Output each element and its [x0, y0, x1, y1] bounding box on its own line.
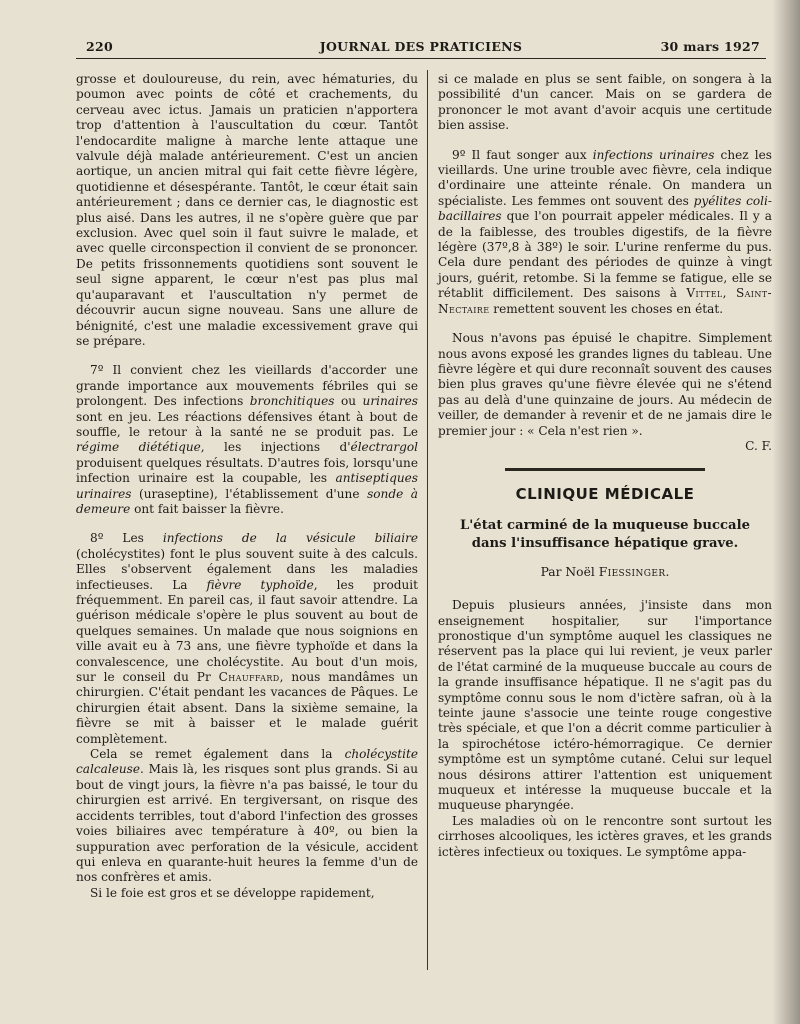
byline: Par Noël Fiessinger.: [540, 564, 670, 579]
article-title: L'état carminé de la muqueuse buccale dans l'insuffisance hépatique grave.: [460, 517, 750, 551]
paragraph-conclusion: Nous n'avons pas épuisé le chapitre. Simplement nous avons exposé les grandes lignes du tableau. Une fièvre légère et qui dure reconnaît souvent des causes bien plus graves qu'une fièvre élevée qui ne s'étend pas au delà d'une quinzaine de jours. Au médecin de veiller, de demander à revenir et de ne jamais dire le premier jour : « Cela n'est rien ».: [438, 331, 772, 438]
left-column: [76, 72, 418, 972]
paragraph-item-8: 8º Les infections de la vésicule biliaire (cholécystites) font le plus souvent suite à des calculs. Elles s'observent également dans les maladies infectieuses. La fièvre typhoïde, les produit fréquemment. En pareil cas, il faut savoir attendre. La guérison médicale s'opère le plus souvent au bout de quelques semaines. Un malade que nous soignions en ville avait eu à 73 ans, une fièvre typhoïde et dans la convalescence, une cholécystite. Au bout d'un mois, sur le conseil du Pr Chauffard, nous mandâmes un chirurgien. C'était pendant les vacances de Pâques. Le chirurgien était absent. Dans la sixième semaine, la fièvre se mit à baisser et le malade guérit complètement.: [76, 531, 419, 746]
right-column: [438, 72, 772, 972]
paragraph: grosse et douloureuse, du rein, avec hématuries, du poumon avec points de côté et crachements, du cerveau avec ictus. Jamais un praticien n'apportera trop d'attention à l'auscultation du cœur. Tantôt l'endocardite maligne à marche lente attaque une valvule déjà malade antérieurement. C'est un ancien aortique, un ancien mitral qui fait cette fièvre légère, quotidienne et désespérante. Tantôt, le cœur était sain antérieurement ; dans ce dernier cas, le diagnostic est plus aisé. Dans les autres, il ne s'opère guère que par exclusion. Avec quel soin il faut suivre le malade, et avec quelle circonspection il convient de se prononcer. De petits frissonnements quotidiens sont souvent le seul signe apparent, le cœur n'est pas plus mal qu'auparavant et l'auscultation n'y permet de découvrir aucun signe nouveau. Sans une allure de bénignité, c'est une maladie excessivement grave qui se prépare.: [76, 72, 418, 348]
paragraph: Cela se remet également dans la cholécystite calcaleuse. Mais là, les risques sont plus grands. Si au bout de vingt jours, la fièvre n'a pas baissé, le tour du chirurgien est arrivé. En tergiversant, on risque des accidents terribles, tout d'abord l'infection des grosses voies biliaires avec température à 40º, ou bien la suppuration avec perforation de la vésicule, accident qui enleva en quarante-huit heures la femme d'un de nos confrères et amis.: [76, 747, 418, 885]
paragraph: Si le foie est gros et se développe rapidement,: [90, 885, 375, 900]
paragraph-item-9: 9º Il faut songer aux infections urinaires chez les vieillards. Une urine trouble avec fièvre, cela indique d'ordinaire une atteinte rénale. On mandera un spécialiste. Les femmes ont souvent des pyélites coli-bacillaires que l'on pourrait appeler médicales. Il y a de la faiblesse, des troubles digestifs, de la fièvre légère (37º,8 à 38º) le soir. L'urine renferme du pus. Cela dure pendant des périodes de quinze à vingt jours, guérit, retombe. Si la femme se fatigue, elle se rétablit difficilement. Des saisons à Vittel, Saint-Nectaire remettent souvent les choses en état.: [438, 147, 772, 316]
journal-title: JOURNAL DES PRATICIENS: [319, 39, 523, 54]
binding-shadow: [772, 0, 800, 1024]
paragraph: si ce malade en plus se sent faible, on songera à la possibilité d'un cancer. Mais on se gardera de prononcer le mot avant d'avoir acquis une certitude bien assise.: [438, 72, 772, 133]
author-signature: C. F.: [745, 438, 772, 453]
paragraph-item-7: 7º Il convient chez les vieillards d'accorder une grande importance aux mouvements fébriles qui se prolongent. Des infections bronchitiques ou urinaires sont en jeu. Les réactions défensives étant à bout de souffle, le retour à la santé ne se produit pas. Le régime diététique, les injections d'électrargol produisent quelques résultats. D'autres fois, lorsqu'une infection urinaire est la coupable, les antiseptiques urinaires (uraseptine), l'établissement d'une sonde à demeure ont fait baisser la fièvre.: [76, 363, 419, 516]
paragraph: Les maladies où on le rencontre sont surtout les cirrhoses alcooliques, les ictères graves, et les grands ictères infectieux ou toxiques. Le symptôme appa-: [438, 813, 772, 859]
running-header: [76, 36, 766, 59]
column-divider: [427, 70, 428, 970]
section-rule: [505, 468, 705, 471]
page-number: 220: [86, 39, 113, 54]
section-heading: CLINIQUE MÉDICALE: [515, 485, 695, 504]
issue-date: 30 mars 1927: [660, 39, 760, 54]
paragraph: Depuis plusieurs années, j'insiste dans mon enseignement hospitalier, sur l'importance pronostique d'un symptôme auquel les classiques ne réservent pas la place qui lui revient, je veux parler de l'état carminé de la muqueuse buccale au cours de la grande insuffisance hépatique. Il ne s'agit pas du symptôme connu sous le nom d'ictère safran, où à la teinte jaune s'associe une teinte rouge congestive très spéciale, et que l'on a décrit comme particulier à la spirochétose ictéro-hémorragique. Ce dernier symptôme est un symptôme cutané. Celui sur lequel nous désirons attirer l'attention est uniquement muqueux et intéresse la muqueuse buccale et la muqueuse pharyngée.: [438, 598, 772, 813]
